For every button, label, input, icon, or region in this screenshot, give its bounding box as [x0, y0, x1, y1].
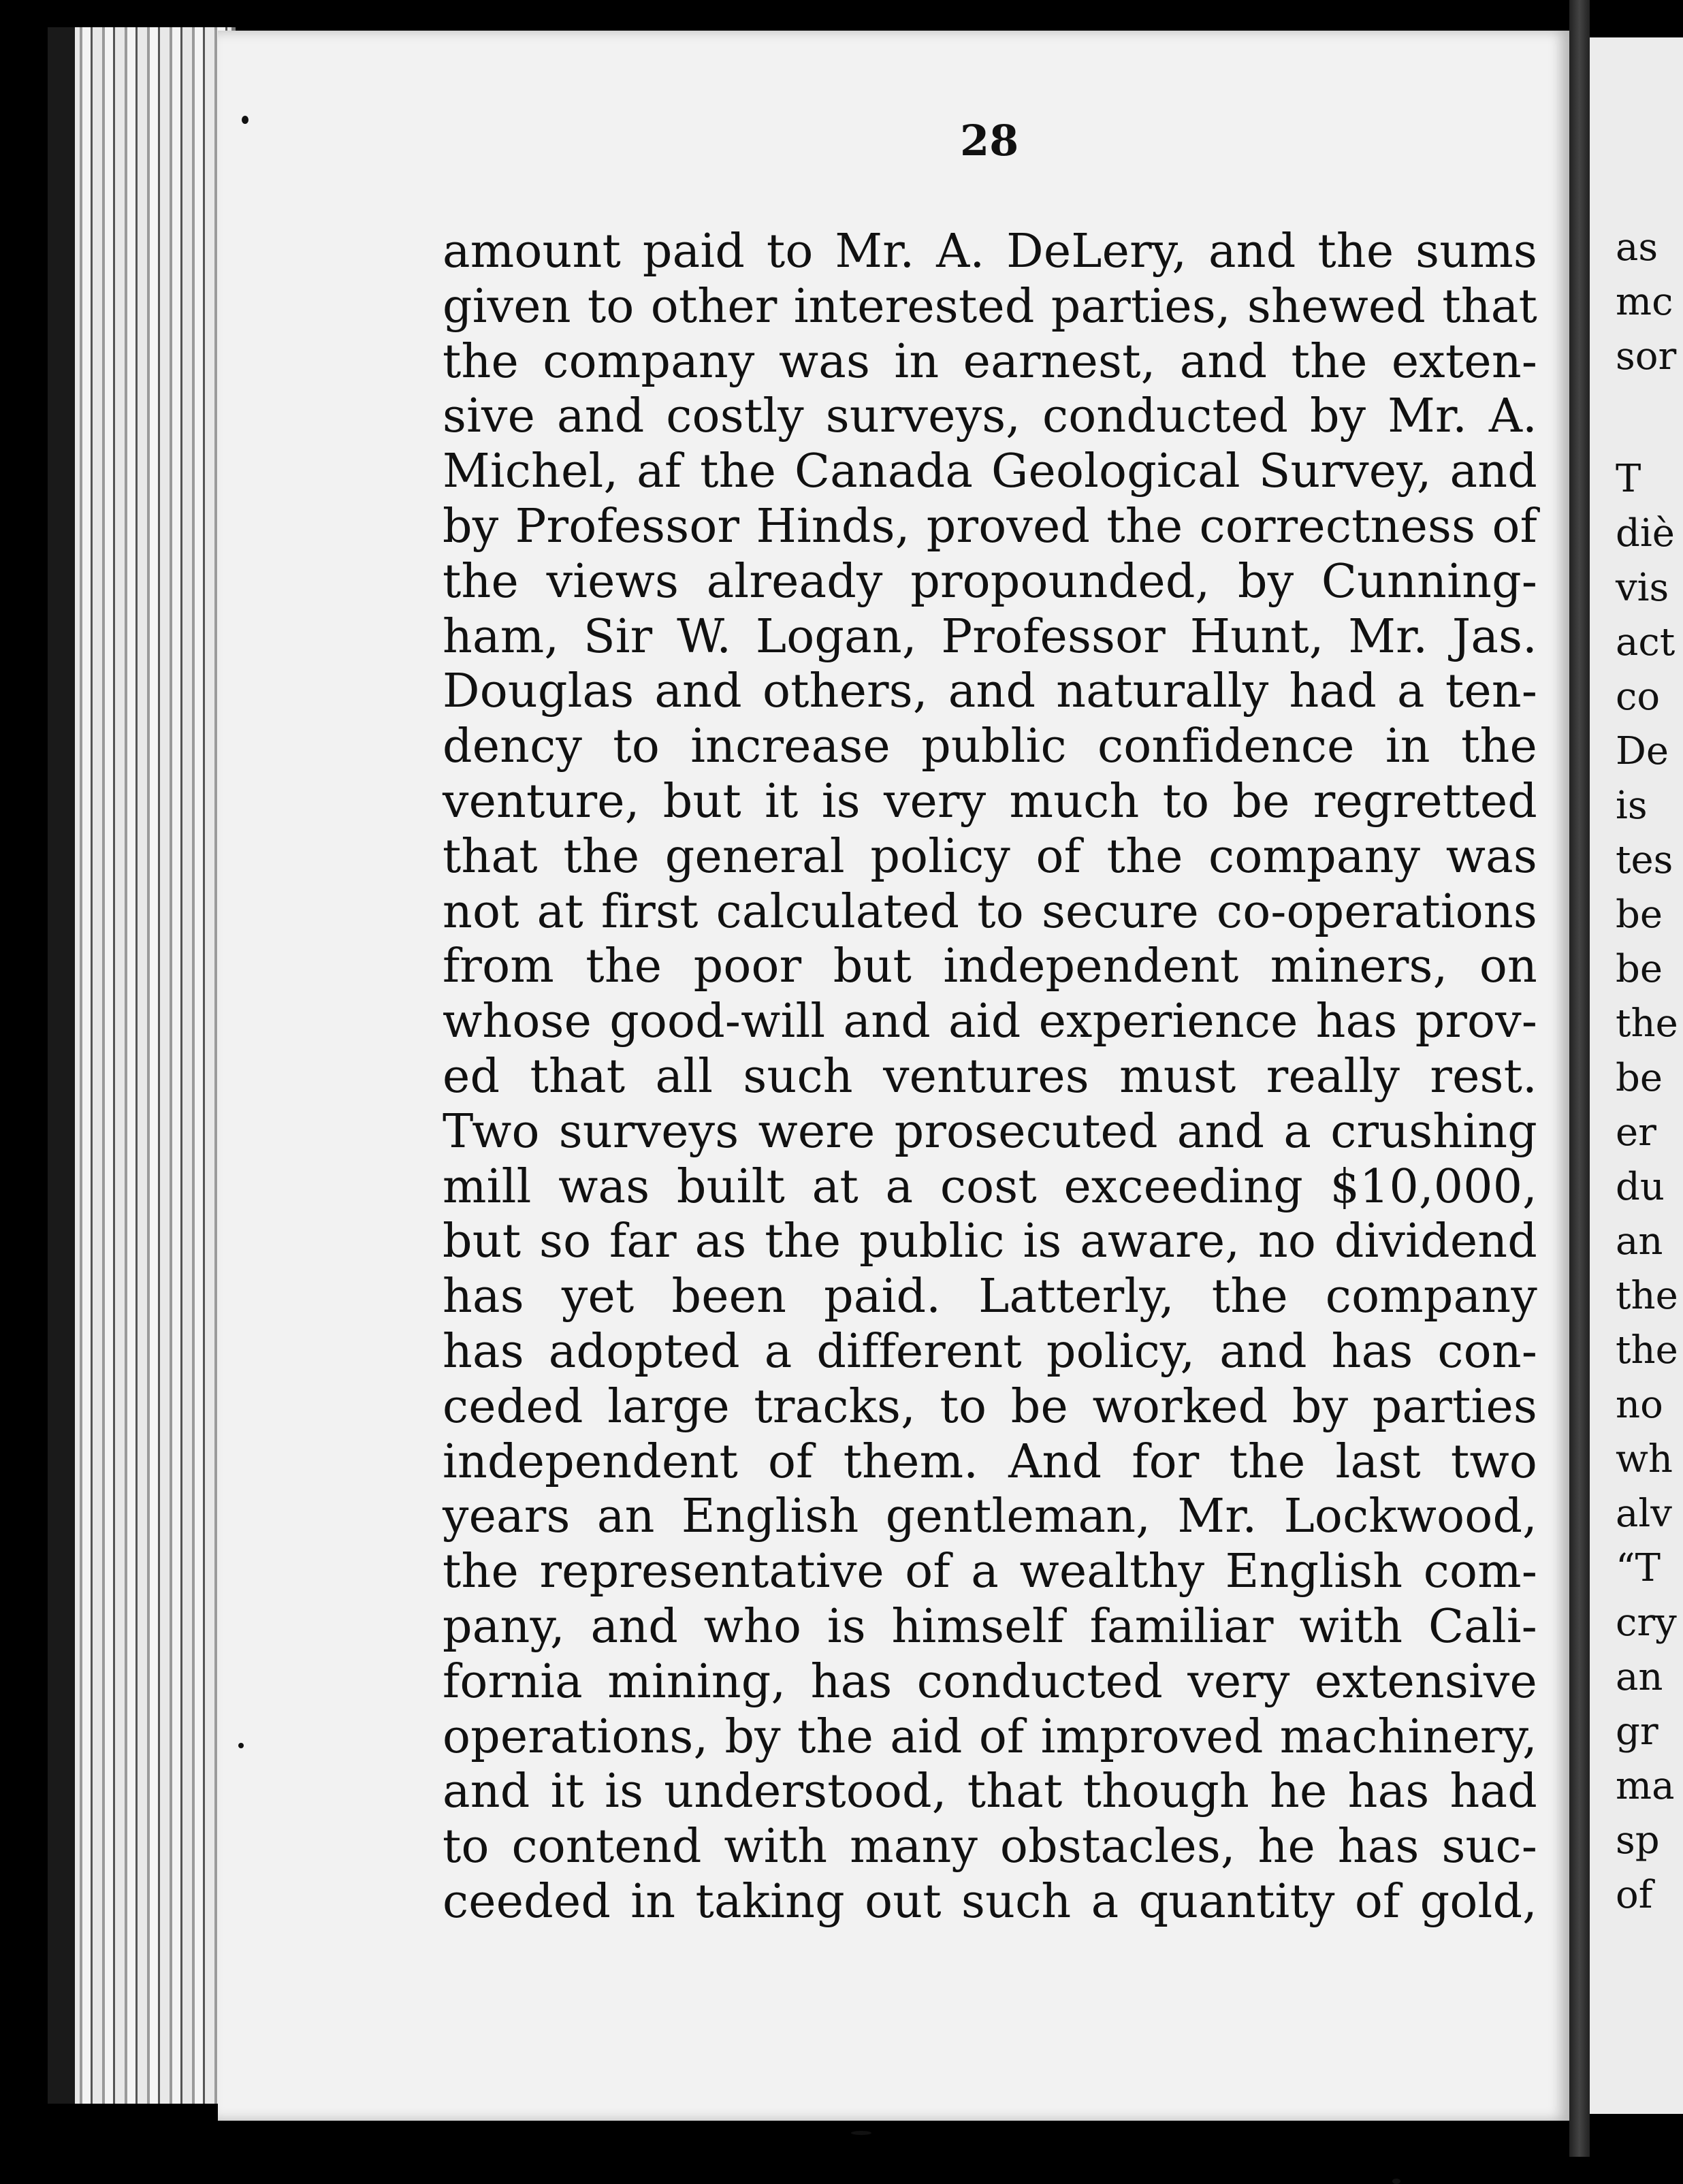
- facing-page-text: tes: [1616, 838, 1673, 882]
- facing-page-text: the: [1616, 1274, 1678, 1318]
- facing-page-text: diè: [1616, 511, 1675, 556]
- facing-page-text: sp: [1616, 1818, 1660, 1863]
- text-line: to contend with many obstacles, he has suc-: [443, 1820, 1537, 1874]
- text-line: Michel, af the Canada Geological Survey, and: [443, 445, 1537, 499]
- facing-page-text: er: [1616, 1110, 1656, 1155]
- text-line: ceded large tracks, to be worked by parties: [443, 1379, 1537, 1434]
- text-line: and it is understood, that though he has had: [443, 1765, 1537, 1819]
- text-line: but so far as the public is aware, no dividend: [443, 1215, 1537, 1269]
- scan-speck: [1392, 2179, 1400, 2184]
- facing-page-text: be: [1616, 947, 1663, 991]
- text-line: the representative of a wealthy English com-: [443, 1545, 1537, 1599]
- facing-page-text: be: [1616, 893, 1663, 937]
- facing-page-text: mc: [1616, 280, 1673, 324]
- facing-page-text: T: [1616, 457, 1641, 501]
- text-line: by Professor Hinds, proved the correctness of: [443, 499, 1537, 553]
- facing-page-text: alv: [1616, 1492, 1672, 1536]
- text-line: from the poor but independent miners, on: [443, 940, 1537, 994]
- text-line: ed that all such ventures must really rest.: [443, 1049, 1537, 1104]
- facing-page-text: co: [1616, 675, 1661, 719]
- text-line: ham, Sir W. Logan, Professor Hunt, Mr. Jas.: [443, 609, 1537, 664]
- facing-page-text: cry: [1616, 1601, 1677, 1645]
- text-line: Two surveys were prosecuted and a crushing: [443, 1104, 1537, 1159]
- text-line: ceeded in taking out such a quantity of gold,: [443, 1874, 1537, 1929]
- page-number: 28: [960, 116, 1019, 165]
- text-line: dency to increase public confidence in the: [443, 720, 1537, 774]
- text-line: mill was built at a cost exceeding $10,000,: [443, 1159, 1537, 1214]
- text-line: years an English gentleman, Mr. Lockwood,: [443, 1490, 1537, 1544]
- facing-page-text: ma: [1616, 1764, 1675, 1808]
- facing-page-text: gr: [1616, 1709, 1658, 1754]
- scan-speck: [851, 2131, 871, 2135]
- text-line: operations, by the aid of improved machinery,: [443, 1709, 1537, 1764]
- facing-page-text: as: [1616, 225, 1658, 270]
- facing-page-text: the: [1616, 1001, 1678, 1046]
- text-line: whose good-will and aid experience has prov-: [443, 995, 1537, 1049]
- facing-page-text: no: [1616, 1383, 1663, 1427]
- facing-page-text: of: [1616, 1873, 1653, 1917]
- scan-speck: [242, 116, 249, 124]
- facing-page-text: sor: [1616, 334, 1677, 379]
- facing-page-text: vis: [1616, 566, 1669, 610]
- facing-page-fragment: [1590, 37, 1683, 2114]
- text-line: the company was in earnest, and the exten-: [443, 334, 1537, 389]
- facing-page-text: du: [1616, 1165, 1665, 1209]
- text-line: sive and costly surveys, conducted by Mr. A.: [443, 389, 1537, 444]
- facing-page-text: De: [1616, 729, 1669, 773]
- text-line: has adopted a different policy, and has con-: [443, 1324, 1537, 1379]
- text-line: fornia mining, has conducted very extensive: [443, 1654, 1537, 1709]
- scan-speck: [238, 1743, 244, 1748]
- facing-page-text: wh: [1616, 1437, 1673, 1481]
- text-line: independent of them. And for the last two: [443, 1434, 1537, 1489]
- page-edges: [48, 27, 236, 2104]
- text-line: amount paid to Mr. A. DeLery, and the sums: [443, 225, 1537, 278]
- facing-page-text: be: [1616, 1056, 1663, 1100]
- text-line: pany, and who is himself familiar with Cali-: [443, 1599, 1537, 1654]
- text-line: venture, but it is very much to be regretted: [443, 774, 1537, 829]
- text-line: given to other interested parties, shewed that: [443, 279, 1537, 334]
- text-line: not at first calculated to secure co-operations: [443, 884, 1537, 939]
- text-line: the views already propounded, by Cunning-: [443, 554, 1537, 609]
- body-text: [443, 225, 1537, 1930]
- facing-page-text: an: [1616, 1219, 1663, 1264]
- facing-page-text: an: [1616, 1655, 1663, 1699]
- text-line: Douglas and others, and naturally had a ten-: [443, 664, 1537, 719]
- text-line: that the general policy of the company was: [443, 829, 1537, 884]
- facing-page-text: act: [1616, 620, 1676, 664]
- text-line: has yet been paid. Latterly, the company: [443, 1270, 1537, 1324]
- book-gutter: [1569, 0, 1590, 2157]
- facing-page-text: the: [1616, 1328, 1678, 1372]
- facing-page-text: “T: [1616, 1546, 1661, 1590]
- facing-page-text: is: [1616, 784, 1648, 828]
